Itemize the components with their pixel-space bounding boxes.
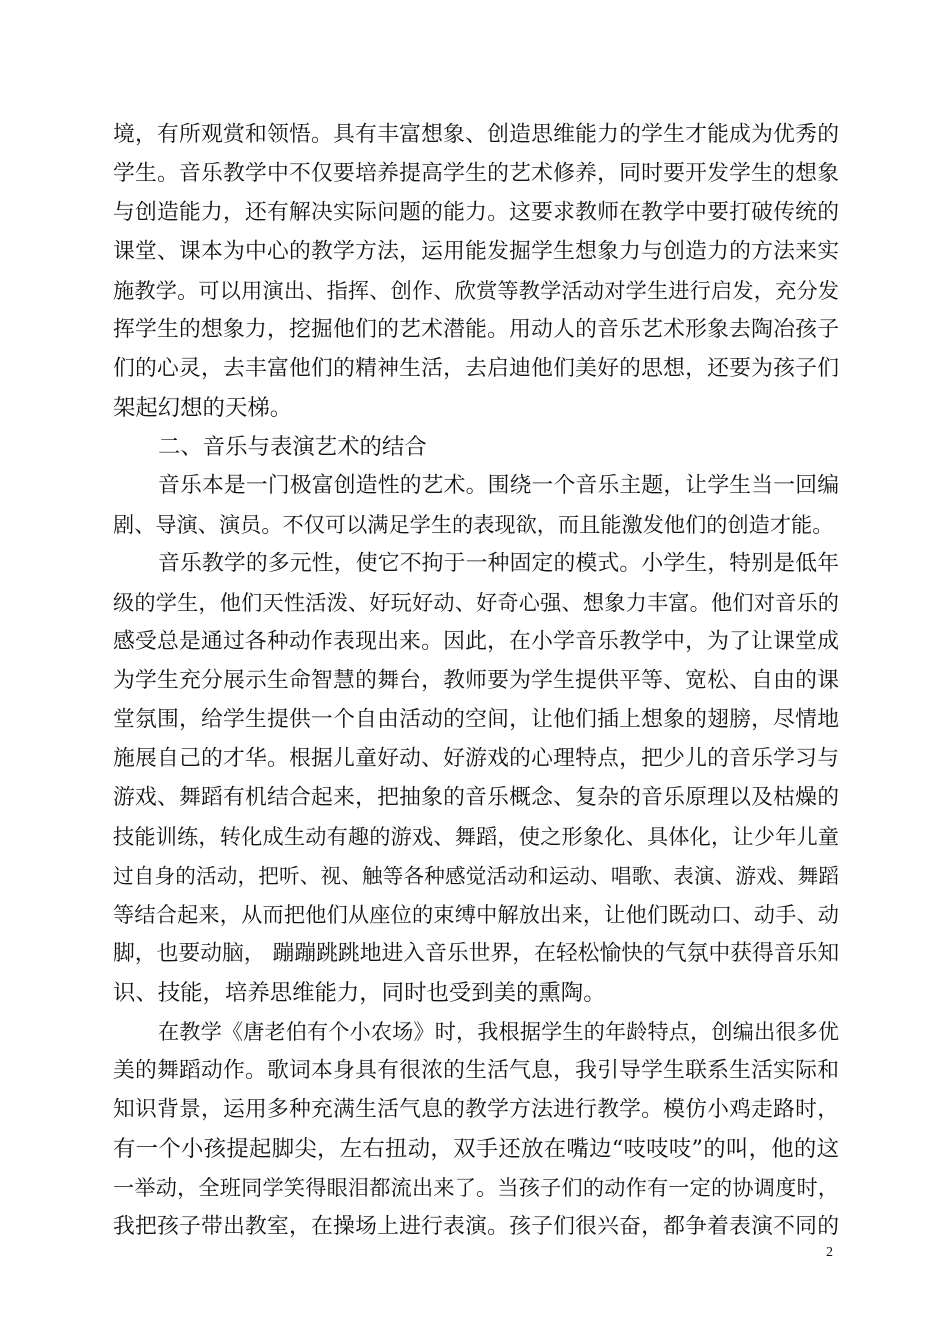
text-line: 识、技能，培养思维能力，同时也受到美的熏陶。 [113,980,606,1006]
text-line: 感受总是通过各种动作表现出来。因此，在小学音乐教学中，为了让课堂成 [113,629,839,654]
text-line: 课堂、课本为中心的教学方法，运用能发掘学生想象力与创造力的方法来实 [113,239,839,264]
section-heading: 二、音乐与表演艺术的结合 [158,434,427,460]
text-line: 在教学《唐老伯有个小农场》时，我根据学生的年龄特点，创编出很多优 [158,1019,839,1044]
text-line: 美的舞蹈动作。歌词本身具有很浓的生活气息，我引导学生联系生活实际和 [113,1058,839,1083]
text-line: 过自身的活动，把听、视、触等各种感觉活动和运动、唱歌、表演、游戏、舞蹈 [113,864,839,888]
page-number: 2 [826,1245,833,1260]
text-line: 游戏、舞蹈有机结合起来，把抽象的音乐概念、复杂的音乐原理以及枯燥的 [113,785,839,810]
text-line: 为学生充分展示生命智慧的舞台，教师要为学生提供平等、宽松、自由的课 [113,668,839,693]
text-line: 知识背景，运用多种充满生活气息的教学方法进行教学。模仿小鸡走路时， [113,1097,839,1122]
text-line: 级的学生，他们天性活泼、好玩好动、好奇心强、想象力丰富。他们对音乐的 [113,590,839,615]
text-line: 堂氛围，给学生提供一个自由活动的空间，让他们插上想象的翅膀，尽情地 [113,707,839,732]
text-line: 音乐本是一门极富创造性的艺术。围绕一个音乐主题，让学生当一回编 [158,473,839,498]
text-line: 我把孩子带出教室，在操场上进行表演。孩子们很兴奋，都争着表演不同的 [113,1214,839,1239]
text-line: 架起幻想的天梯。 [113,395,293,421]
text-line: 有一个小孩提起脚尖，左右扭动，双手还放在嘴边“吱吱吱”的叫，他的这 [113,1136,839,1162]
text-line: 技能训练，转化成生动有趣的游戏、舞蹈，使之形象化、具体化，让少年儿童 [113,824,839,849]
text-line: 学生。音乐教学中不仅要培养提高学生的艺术修养，同时要开发学生的想象 [113,161,839,186]
text-line: 挥学生的想象力，挖掘他们的艺术潜能。用动人的音乐艺术形象去陶冶孩子 [113,317,839,342]
text-line: 们的心灵，去丰富他们的精神生活，去启迪他们美好的思想，还要为孩子们 [113,356,839,381]
text-line: 脚，也要动脑， 蹦蹦跳跳地进入音乐世界，在轻松愉快的气氛中获得音乐知 [113,941,839,966]
text-line: 等结合起来，从而把他们从座位的束缚中解放出来，让他们既动口、动手、动 [113,902,839,927]
text-line: 音乐教学的多元性，使它不拘于一种固定的模式。小学生，特别是低年 [158,551,839,576]
text-line: 与创造能力，还有解决实际问题的能力。这要求教师在教学中要打破传统的 [113,200,839,225]
text-line: 施教学。可以用演出、指挥、创作、欣赏等教学活动对学生进行启发，充分发 [113,278,839,303]
text-line: 境，有所观赏和领悟。具有丰富想象、创造思维能力的学生才能成为优秀的 [113,122,839,147]
text-line: 一举动，全班同学笑得眼泪都流出来了。当孩子们的动作有一定的协调度时， [113,1175,839,1200]
text-line: 剧、导演、演员。不仅可以满足学生的表现欲，而且能激发他们的创造才能。 [113,512,834,537]
text-line: 施展自己的才华。根据儿童好动、好游戏的心理特点，把少儿的音乐学习与 [113,746,839,771]
